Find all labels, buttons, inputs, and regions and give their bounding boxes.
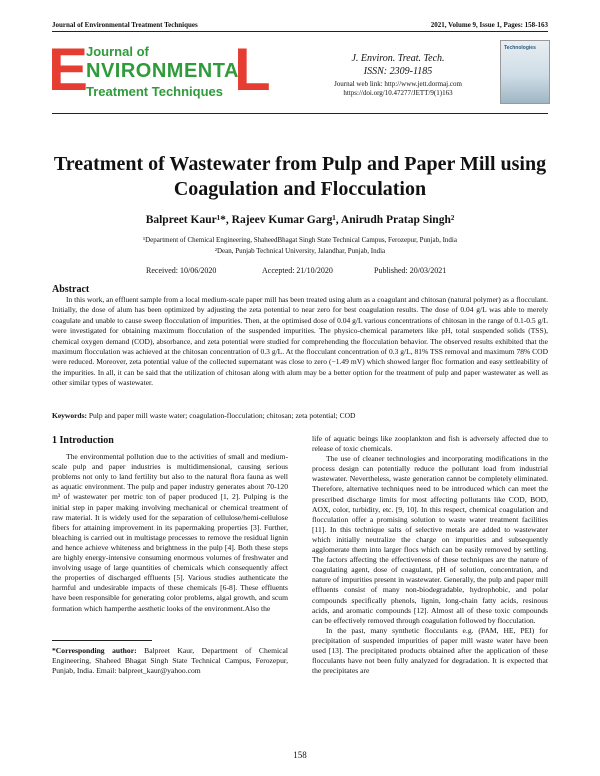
journal-web-link[interactable]: Journal web link: http://www.jett.dormaj.com <box>334 80 462 88</box>
cover-title: Technologies <box>504 45 536 51</box>
date-published: Published: 20/03/2021 <box>374 266 447 275</box>
journal-logo <box>48 36 271 104</box>
intro-continuation: life of aquatic beings like zooplankton and fish is adversely affected due to release of toxic chemicals. <box>312 434 548 454</box>
logo-letter-e: E <box>48 36 89 103</box>
journal-abbrev: J. Environ. Treat. Tech. <box>351 53 445 64</box>
footnote-label: *Corresponding author: <box>52 646 137 655</box>
logo-treatment-techniques: Treatment Techniques <box>86 84 224 99</box>
affiliation-2: ²Dean, Punjab Technical University, Jalandhar, Punjab, India <box>214 247 386 255</box>
keywords-text: Pulp and paper mill waste water; coagulation-flocculation; chitosan; zeta potential; COD <box>88 411 356 420</box>
date-received: Received: 10/06/2020 <box>146 266 217 275</box>
intro-paragraph-1: The environmental pollution due to the activities of small and medium-scale pulp and paper industries is multidimensional, causing serious problems not only to land fertility but also to the natural flora fauna as well as aquatic environment. The pulp and paper industry generates about 70-120 m³ of wastewater per metric ton of paper produced [1, 2]. Pulping is the initial step in paper making involving mechanical or chemical treatment of raw material. It is widely used for the separation of cellulose/hemi-cellulose fibers for attaining improvement in its papermaking properties [3]. Further, bleaching is carried out in multistage processes to remove the residual lignin and hence achieve whiteness and brightness in the pulp [4]. Both these steps are highly energy-intensive consuming enormous volumes of freshwater and involving usage of large quantities of chemicals which consequently affect the properties of discharged effluents [5]. Various studies authenticate the harmful and undesirable impacts of these chemicals [6-8]. These effluents have been responsible for generating color problems, algal growth, and scum formation which hamperthe aesthetic looks of the environment.Also the <box>52 452 288 613</box>
page-number: 158 <box>293 750 307 760</box>
abstract-heading: Abstract <box>52 284 90 295</box>
header-rule <box>52 31 548 32</box>
journal-issn: ISSN: 2309-1185 <box>363 66 433 77</box>
author-list: Balpreet Kaur¹*, Rajeev Kumar Garg¹, Anirudh Pratap Singh² <box>145 214 455 226</box>
affiliation-1: ¹Department of Chemical Engineering, ShaheedBhagat Singh State Technical Campus, Ferozepur, Punjab, India <box>143 236 457 244</box>
journal-cover-image <box>500 40 550 104</box>
keywords-label: Keywords: <box>52 411 87 420</box>
corresponding-author-footnote <box>52 646 288 676</box>
section-heading-introduction: 1 Introduction <box>52 435 114 446</box>
logo-journal-of: Journal of <box>86 44 149 59</box>
journal-links <box>300 80 496 98</box>
masthead-rule <box>52 113 548 114</box>
running-header-journal: Journal of Environmental Treatment Techniques <box>52 21 198 29</box>
paper-title: Treatment of Wastewater from Pulp and Paper Mill using Coagulation and Flocculation <box>53 153 547 200</box>
running-header-issue: 2021, Volume 9, Issue 1, Pages: 158-163 <box>430 21 548 29</box>
date-accepted: Accepted: 21/10/2020 <box>262 266 333 275</box>
journal-doi-link[interactable]: https://doi.org/10.47277/JETT/9(1)163 <box>343 89 453 97</box>
footnote-text: Balpreet Kaur, Department of Chemical Engineering, Shaheed Bhagat Singh State Technical Campus, Ferozepur, Punjab, India. Email: balpreet_kaur@yahoo.com <box>52 646 288 676</box>
logo-letter-l: L <box>234 36 271 103</box>
right-column <box>312 434 548 676</box>
abstract-text: In this work, an effluent sample from a local medium-scale paper mill has been treated using alum as a coagulant and chitosan (natural polymer) as a flocculant. Initially, the dose of alum has been optimized by adjusting the zeta potential to near zero for best coagulation results. The dose of 0.04 g/L was able to merely coagulate and unable to cause sweep flocculation of impurities. Then, at the optimised dose of 0.04 g/L various concentrations of chitosan in the range of 0.1-0.5 g/L were investigated for obtaining maximum flocculation of the suspended impurities. The physico-chemical parameters like pH, total suspended solids (TSS), chemical oxygen demand (COD), absorbance, and zeta potential were studied for comprehending the flocculation behavior. The observed results exhibited that the maximum flocculation was achieved at the chitosan concentration of 0.3 g/L. At the flocculant concentration of 0.3 g/L, 81% TSS removal and maximum 78% COD were reduced. Moreover, zeta potential value of the collected supernatant was close to zero (−1.49 mV) which showed larger floc formation and easy settleability of the impurities. In all, it can be said that the utilization of chitosan along with alum may be a better option for the treatment of pulp and paper wastewater as well as other similar types of wastewater. <box>52 295 548 388</box>
intro-paragraph-3: In the past, many synthetic flocculants e.g. (PAM, HE, PEI) for precipitation of suspended impurities of paper mill waste water have been used [13]. The precipitated products obtained after the application of these flocculants have not been fully analyzed for degradation. It is expected that the precipitates are <box>312 625 548 676</box>
logo-environmental: NVIRONMENTA <box>86 60 239 82</box>
footnote-rule <box>52 640 152 641</box>
journal-info <box>318 52 478 78</box>
keywords <box>52 411 548 420</box>
left-column <box>52 436 288 614</box>
intro-paragraph-2: The use of cleaner technologies and incorporating modifications in the process design can potentially reduce the pollutant load from industrial wastewater. Nevertheless, waste generation cannot be completely eliminated. Therefore, alternative techniques need to be introduced which can meet the prescribed discharge limits for most affecting pollutants like COD, BOD, AOX, color, turbidity, etc. [9, 10]. In this respect, chemical coagulation and flocculation offer a promising solution to waste water treatment facilities [11]. In this technique salts of selective metals are added to wastewater which initially neutralize the charge on impurities and subsequently agglomerate them into larger flocs which can be easily removed by settling. The factors affecting the effectiveness of these techniques are the nature of coagulating agent, dose of coagulant, pH of solution, concentration, and nature of impurities present in wastewater. Generally, the pulp and paper mill effluents consist of many non-biodegradable, hydrophobic, and polar compounds specifically phenols, lignin, long-chain fatty acids, resinous acids, and aromatic compounds [12]. Almost all of these toxic compounds can be effectively removed through coagulation followed by flocculation. <box>312 454 548 625</box>
